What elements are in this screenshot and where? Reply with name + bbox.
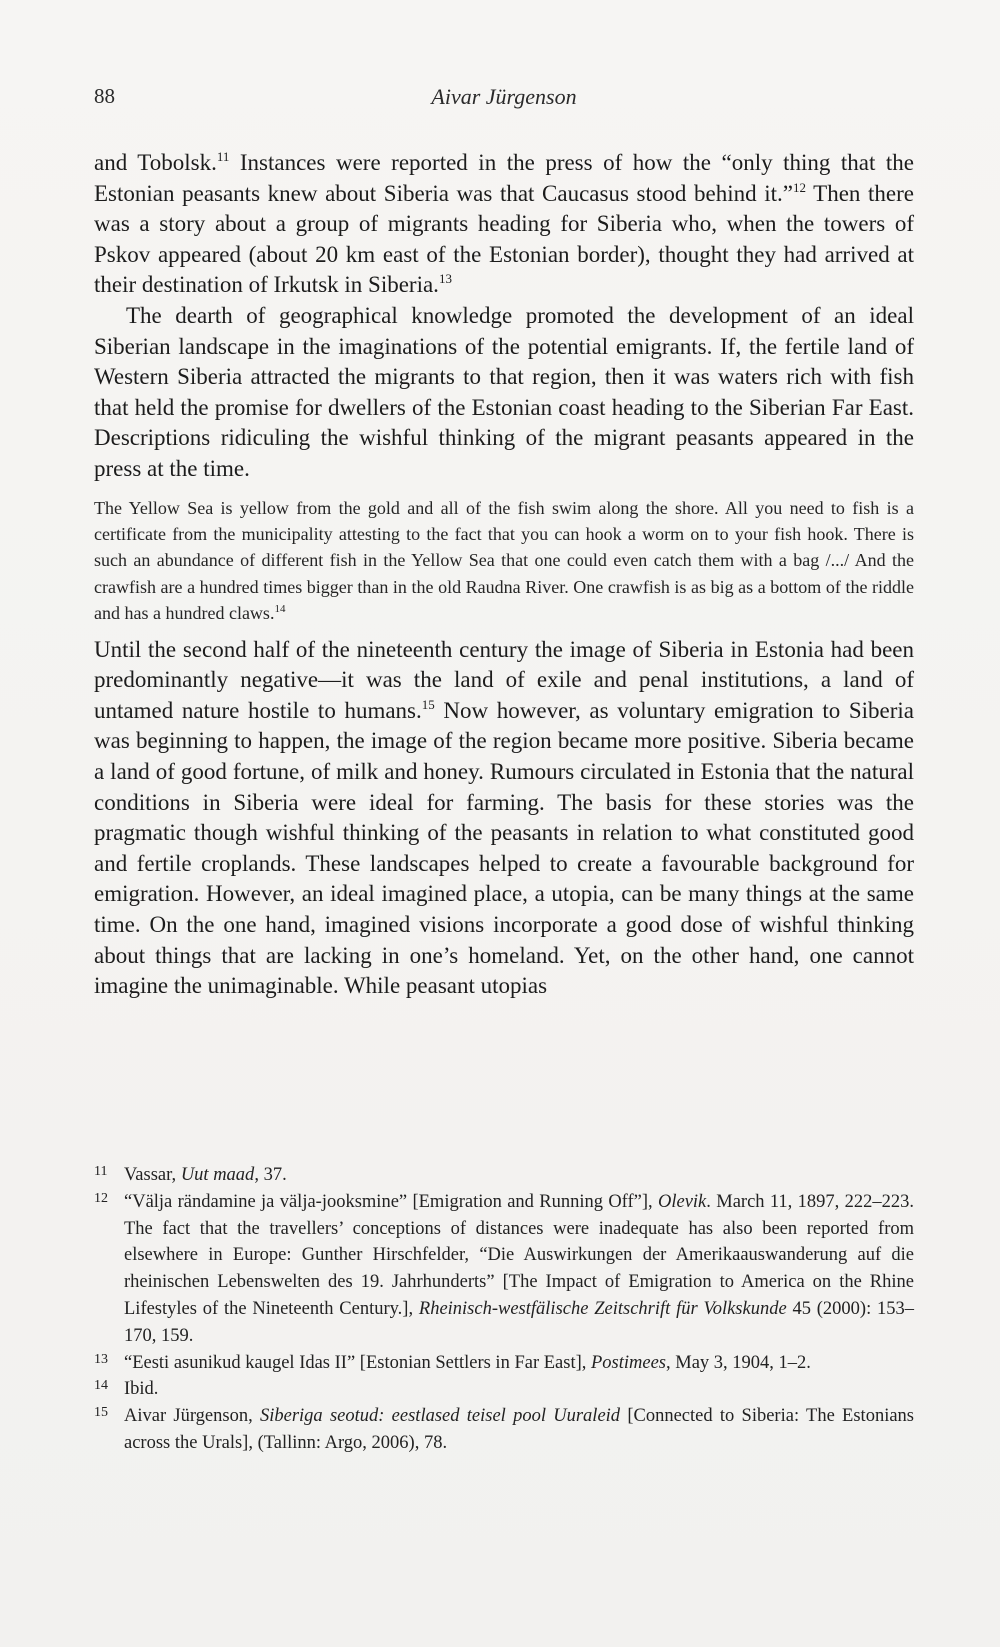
footnote-ref-11: 11 xyxy=(216,149,230,164)
fn-italic-part: Rheinisch-westfälische Zeitschrift für Volkskunde xyxy=(418,1298,787,1319)
p3-text-a: Until the second half of the nineteenth century the image of Siberia in Estonia had been predominantly negative—it was the land of exile and penal institutions, a land of untamed nature hostile to humans. xyxy=(94,636,914,723)
fn-italic-part: Uut maad xyxy=(180,1165,255,1185)
footnote-text xyxy=(124,1162,914,1189)
footnote-number: 12 xyxy=(94,1190,108,1206)
fn-italic-part: Olevik xyxy=(658,1191,707,1212)
paragraph-3 xyxy=(94,635,914,1002)
paragraph-2: The dearth of geographical knowledge promoted the development of an ideal Siberian landscape in the imaginations of the potential emigrants. If, the fertile land of Western Siberia attracted the migrants to that region, then it was waters rich with fish that held the promise for dwellers of the Estonian coast heading to the Siberian Far East. Descriptions ridiculing the wishful thinking of the migrant peasants appeared in the press at the time. xyxy=(94,302,914,481)
footnote-text xyxy=(124,1403,914,1457)
fn-italic-part: Siberiga seotud: eestlased teisel pool Uuraleid xyxy=(259,1406,621,1427)
fn-text-part: Aivar Jürgenson, xyxy=(124,1406,260,1427)
footnote-ref-15: 15 xyxy=(421,696,435,712)
footnote-13 xyxy=(94,1350,914,1377)
fn-italic-part: Postimees xyxy=(591,1352,667,1373)
footnote-number: 11 xyxy=(94,1164,108,1179)
p3-text-b: Now however, as voluntary emigration to Siberia was beginning to happen, the image of the region became more positive. Siberia became a land of good fortune, of milk and honey. Rumours circulated in Estonia that the natural conditions in Siberia were ideal for farming. The basis for these stories was the pragmatic though wishful thinking of the peasants in relation to what constituted good and fertile croplands. These landscapes helped to create a favourable background for emigration. However, an ideal imagined place, a utopia, can be many things at the same time. On the one hand, imagined visions incorporate a good dose of wishful thinking about things that are lacking in one’s homeland. Yet, on the other hand, one cannot imagine the unimaginable. While peasant utopias xyxy=(94,697,914,999)
running-head xyxy=(94,84,914,114)
p1-text-b: Instances were reported in the press of how the “only thing that the Estonian peasants knew about Siberia was that Caucasus stood behind it.” xyxy=(94,150,914,206)
footnote-number: 15 xyxy=(94,1405,108,1421)
footnote-ref-14: 14 xyxy=(274,603,286,616)
fn-text-part: [Connected to Siberia: The Estonians across the Urals], (Tallinn: Argo, 2006), 78. xyxy=(124,1406,915,1453)
fn-text-part: . March 11, 1897, 222–223. The fact that the travellers’ conceptions of distances were inadequate has also been reported from elsewhere in Europe: Gunther Hirschfelder, “Die Auswirkungen der Amerikaauswanderung auf die rheinischen Lebenswelten des 19. Jahrhunderts” [The Impact of Emigration to America on the Rhine Lifestyles of the Nineteenth Century.], xyxy=(124,1191,914,1319)
footnote-ref-13: 13 xyxy=(438,271,452,287)
footnote-14 xyxy=(94,1376,914,1403)
footnote-11 xyxy=(94,1162,914,1189)
page-number: 88 xyxy=(94,84,115,108)
paragraph-1 xyxy=(94,148,914,301)
footnote-number: 14 xyxy=(94,1378,108,1394)
footnote-text xyxy=(124,1376,914,1403)
footnote-ref-12: 12 xyxy=(792,179,806,195)
footnotes xyxy=(94,1162,914,1457)
fn-text-part: Vassar, xyxy=(124,1165,181,1185)
footnote-text xyxy=(124,1189,914,1350)
fn-text-part: 45 (2000): 153–170, 159. xyxy=(124,1298,914,1346)
fn-text-part: “Välja rändamine ja välja-jooksmine” [Emigration and Running Off”], xyxy=(124,1191,658,1212)
footnote-15 xyxy=(94,1403,914,1457)
fn-text-part: Ibid. xyxy=(124,1379,159,1400)
block-quote xyxy=(94,495,914,627)
footnote-text xyxy=(124,1350,914,1377)
footnote-12 xyxy=(94,1189,914,1350)
quote-text: The Yellow Sea is yellow from the gold and all of the fish swim along the shore. All you need to fish is a certificate from the municipality attesting to the fact that you can hook a worm on to your fish hook. There is such an abundance of different fish in the Yellow Sea that one could even catch them with a bag /.../ And the crawfish are a hundred times bigger than in the old Raudna River. One crawfish is as big as a bottom of the riddle and has a hundred claws. xyxy=(94,497,914,624)
running-title: Aivar Jürgenson xyxy=(431,84,577,109)
main-text xyxy=(94,148,914,1002)
fn-text-part: “Eesti asunikud kaugel Idas II” [Estonian Settlers in Far East], xyxy=(124,1352,591,1373)
fn-text-part: , 37. xyxy=(254,1165,287,1185)
p1-text-c: Then there was a story about a group of migrants heading for Siberia who, when the towers of Pskov appeared (about 20 km east of the Estonian border), thought they had arrived at their destination of Irkutsk in Siberia. xyxy=(94,180,914,298)
footnote-number: 13 xyxy=(94,1351,108,1367)
p1-text-a: and Tobolsk. xyxy=(94,150,217,175)
fn-text-part: , May 3, 1904, 1–2. xyxy=(666,1352,811,1373)
